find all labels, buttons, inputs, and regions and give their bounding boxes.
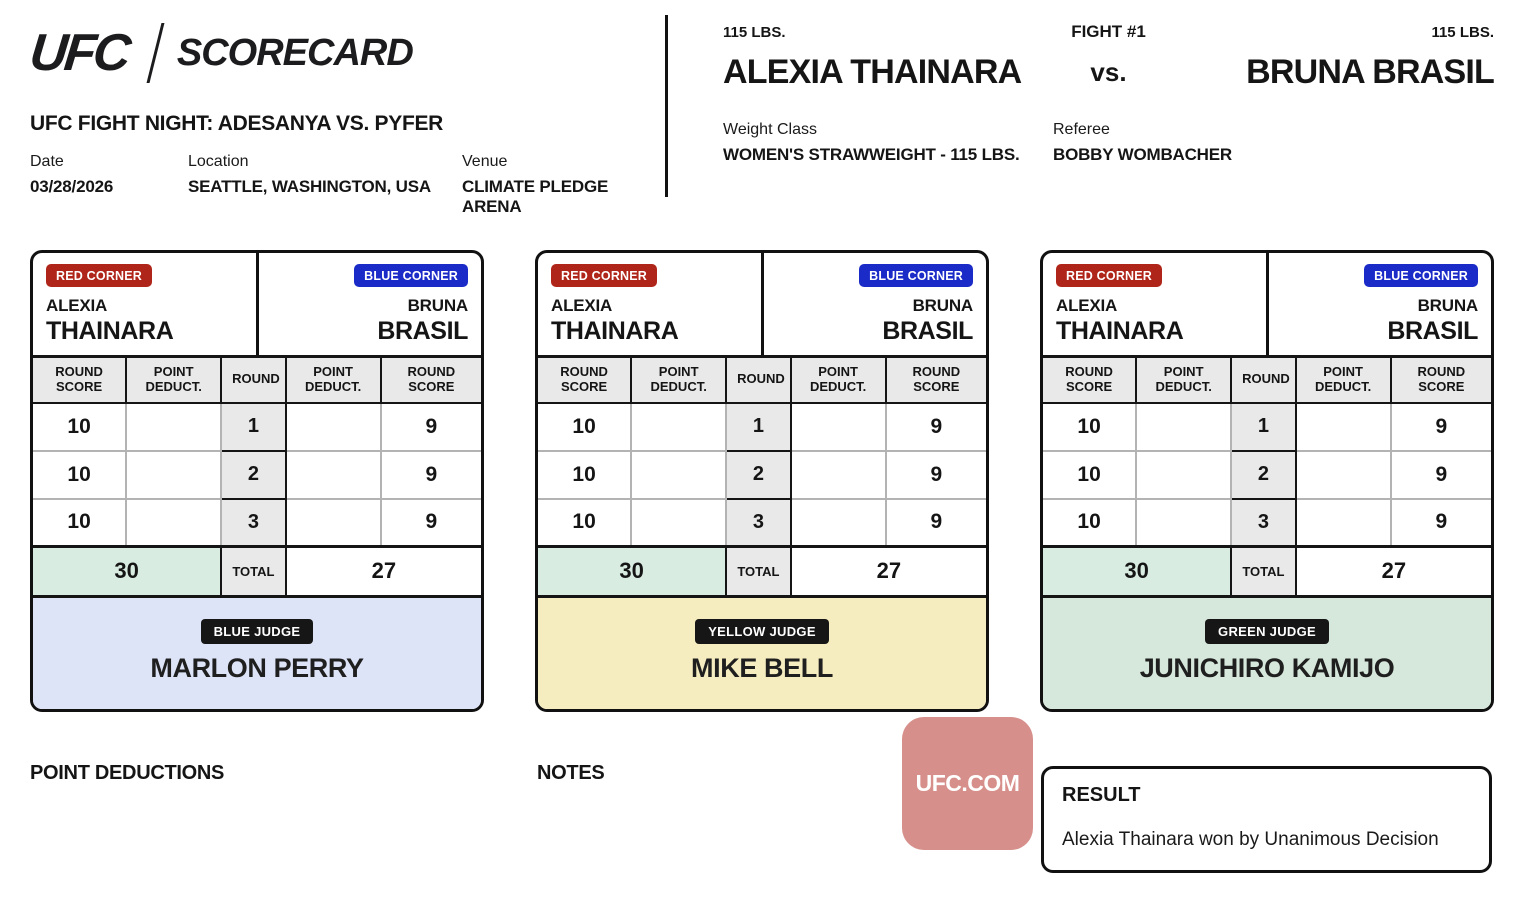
referee-value: BOBBY WOMBACHER [1053,145,1232,165]
judge-color-badge: BLUE JUDGE [201,619,314,644]
round-number: 3 [221,499,286,547]
blue-corner-half [259,253,482,355]
red-round-score: 10 [1043,403,1136,451]
red-fighter-first-name: ALEXIA [46,296,108,315]
date-label: Date [30,153,64,170]
red-round-score: 10 [33,451,126,499]
judge-color-badge: YELLOW JUDGE [695,619,829,644]
blue-total-score: 27 [286,547,481,595]
date-value: 03/28/2026 [30,177,114,196]
red-point-deduct-cell [631,499,726,547]
judge-name: JUNICHIRO KAMIJO [1139,652,1395,683]
round-1-row [538,403,986,451]
referee-block [1053,121,1494,165]
logo-slash-divider [146,23,164,83]
weight-class-value: WOMEN'S STRAWWEIGHT - 115 LBS. [723,145,1020,165]
point-deductions-label: POINT DEDUCTIONS [30,762,225,784]
weight-class-label: Weight Class [723,121,817,139]
blue-corner-half [764,253,987,355]
venue-value: CLIMATE PLEDGE ARENA [462,177,609,216]
blue-fighter-last-name: BRASIL [1387,317,1478,345]
notes-label: NOTES [537,762,605,784]
round-header: ROUND [726,357,791,403]
round-score-table [1043,355,1491,595]
red-fighter-last-name: THAINARA [1056,317,1184,345]
total-label: TOTAL [726,547,791,595]
blue-round-score: 9 [886,499,986,547]
event-date-block [30,153,188,217]
round-1-row [1043,403,1491,451]
ufc-logo: UFC [26,24,131,82]
red-corner-badge: RED CORNER [46,264,152,287]
judge-color-badge: GREEN JUDGE [1205,619,1329,644]
red-point-deduct-header: POINT DEDUCT. [126,357,221,403]
red-round-score-header: ROUND SCORE [538,357,631,403]
red-round-score: 10 [1043,451,1136,499]
red-round-score: 10 [538,403,631,451]
card-fighters-header [33,253,481,355]
scorecard-green-judge [1040,250,1494,712]
round-2-row [538,451,986,499]
total-label: TOTAL [1231,547,1296,595]
score-table-header-row [1043,357,1491,403]
blue-round-score: 9 [886,403,986,451]
red-total-score: 30 [538,547,726,595]
red-point-deduct-cell [126,451,221,499]
referee-label: Referee [1053,121,1110,139]
judge-name: MARLON PERRY [150,652,364,683]
result-text: Alexia Thainara won by Unanimous Decision [1062,829,1439,850]
total-row [33,547,481,595]
round-number: 2 [726,451,791,499]
fight-number: FIGHT #1 [1071,22,1146,41]
red-point-deduct-cell [631,451,726,499]
scorecard-logo-text: SCORECARD [176,32,413,74]
header-right [668,0,1524,212]
blue-round-score: 9 [381,403,481,451]
blue-point-deduct-cell [286,451,381,499]
fight-info-row [723,121,1494,165]
location-label: Location [188,153,249,170]
card-fighters-header [1043,253,1491,355]
blue-point-deduct-header: POINT DEDUCT. [286,357,381,403]
scorecard-blue-judge [30,250,484,712]
blue-fighter-first-name: BRUNA [1417,296,1478,315]
blue-fighter-last-name: BRASIL [882,317,973,345]
blue-fighter-last-name: BRASIL [377,317,468,345]
red-corner-badge: RED CORNER [1056,264,1162,287]
blue-fighter-first-name: BRUNA [407,296,468,315]
judge-footer [1043,595,1491,710]
blue-round-score: 9 [381,451,481,499]
red-point-deduct-header: POINT DEDUCT. [1136,357,1231,403]
round-2-row [1043,451,1491,499]
total-label: TOTAL [221,547,286,595]
red-round-score-header: ROUND SCORE [1043,357,1136,403]
blue-point-deduct-cell [1296,451,1391,499]
red-round-score: 10 [538,451,631,499]
round-3-row [538,499,986,547]
round-number: 3 [1231,499,1296,547]
total-row [1043,547,1491,595]
event-venue-block [462,153,665,217]
blue-point-deduct-cell [286,499,381,547]
blue-round-score: 9 [1391,451,1491,499]
venue-label: Venue [462,153,508,170]
blue-corner-badge: BLUE CORNER [1364,264,1478,287]
red-total-score: 30 [33,547,221,595]
blue-round-score: 9 [381,499,481,547]
blue-point-deduct-cell [791,451,886,499]
result-box [1041,766,1492,873]
blue-round-score: 9 [1391,499,1491,547]
event-title: UFC FIGHT NIGHT: ADESANYA VS. PYFER [30,112,444,135]
blue-round-score: 9 [886,451,986,499]
blue-corner-half [1269,253,1492,355]
round-header: ROUND [1231,357,1296,403]
round-header: ROUND [221,357,286,403]
round-score-table [538,355,986,595]
round-2-row [33,451,481,499]
round-number: 1 [221,403,286,451]
blue-corner-badge: BLUE CORNER [859,264,973,287]
judge-footer [33,595,481,710]
red-round-score: 10 [33,403,126,451]
red-point-deduct-cell [1136,499,1231,547]
round-number: 3 [726,499,791,547]
red-point-deduct-cell [126,403,221,451]
blue-round-score-header: ROUND SCORE [886,357,986,403]
red-round-score: 10 [33,499,126,547]
ufc-scorecard-logo [26,22,665,84]
round-number: 2 [221,451,286,499]
red-fighter-last-name: THAINARA [46,317,174,345]
blue-fighter-name: BRUNA BRASIL [1246,53,1494,91]
judge-name: MIKE BELL [691,652,833,683]
red-corner-half [33,253,259,355]
red-round-score-header: ROUND SCORE [33,357,126,403]
top-header [0,0,1524,216]
red-corner-half [1043,253,1269,355]
blue-point-deduct-cell [286,403,381,451]
header-left [0,0,665,216]
blue-fighter-weight: 115 LBS. [1431,24,1494,41]
vs-label: vs. [1090,57,1127,88]
weight-class-block [723,121,1053,165]
red-point-deduct-cell [631,403,726,451]
event-location-block [188,153,462,217]
red-fighter-first-name: ALEXIA [551,296,613,315]
location-value: SEATTLE, WASHINGTON, USA [188,177,431,196]
total-row [538,547,986,595]
blue-fighter-first-name: BRUNA [912,296,973,315]
blue-point-deduct-cell [791,499,886,547]
blue-corner-badge: BLUE CORNER [354,264,468,287]
blue-round-score-header: ROUND SCORE [381,357,481,403]
blue-point-deduct-header: POINT DEDUCT. [1296,357,1391,403]
blue-total-score: 27 [791,547,986,595]
blue-point-deduct-cell [791,403,886,451]
blue-round-score: 9 [1391,403,1491,451]
event-info-row [30,153,665,217]
blue-point-deduct-header: POINT DEDUCT. [791,357,886,403]
red-round-score: 10 [1043,499,1136,547]
red-fighter-weight: 115 LBS. [723,24,786,41]
bottom-section [0,712,1524,914]
red-point-deduct-header: POINT DEDUCT. [631,357,726,403]
round-score-table [33,355,481,595]
fight-meta-row [723,22,1494,42]
fighters-row [723,54,1494,91]
round-number: 1 [1231,403,1296,451]
judge-scorecards [30,250,1494,712]
red-point-deduct-cell [1136,403,1231,451]
red-fighter-last-name: THAINARA [551,317,679,345]
red-corner-half [538,253,764,355]
red-corner-badge: RED CORNER [551,264,657,287]
result-label: RESULT [1062,784,1141,806]
round-3-row [33,499,481,547]
round-number: 1 [726,403,791,451]
round-number: 2 [1231,451,1296,499]
ufc-com-badge: UFC.COM [902,717,1033,850]
card-fighters-header [538,253,986,355]
red-total-score: 30 [1043,547,1231,595]
judge-footer [538,595,986,710]
red-point-deduct-cell [126,499,221,547]
blue-total-score: 27 [1296,547,1491,595]
scorecard-yellow-judge [535,250,989,712]
red-round-score: 10 [538,499,631,547]
score-table-header-row [538,357,986,403]
red-fighter-first-name: ALEXIA [1056,296,1118,315]
red-point-deduct-cell [1136,451,1231,499]
red-fighter-name: ALEXIA THAINARA [723,53,1022,91]
blue-point-deduct-cell [1296,499,1391,547]
blue-round-score-header: ROUND SCORE [1391,357,1491,403]
round-3-row [1043,499,1491,547]
score-table-header-row [33,357,481,403]
blue-point-deduct-cell [1296,403,1391,451]
round-1-row [33,403,481,451]
